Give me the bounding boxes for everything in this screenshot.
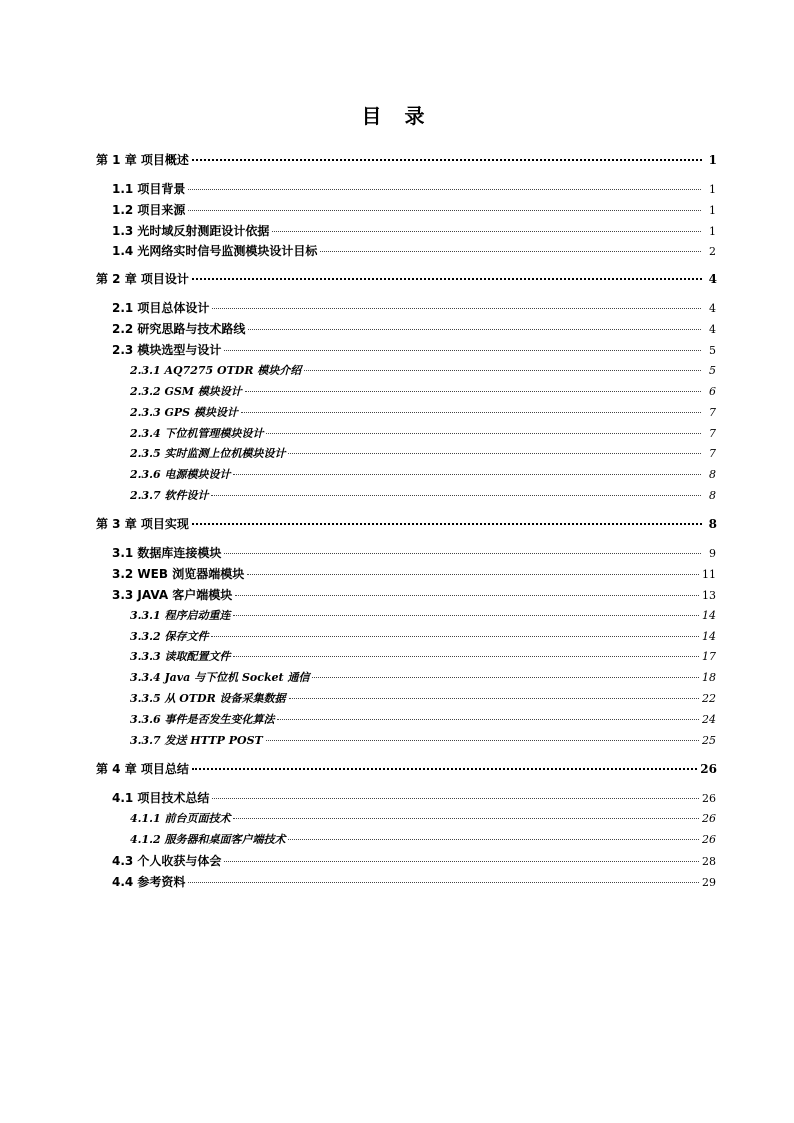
toc-entry-row[interactable] [112, 789, 716, 806]
toc-entry-row[interactable] [112, 299, 716, 316]
toc-page-number: 1 [709, 204, 716, 217]
dot-leader [248, 329, 701, 330]
dot-leader [192, 768, 697, 770]
dot-leader [277, 719, 699, 720]
toc-entry-label: 2.3.4 下位机管理模块设计 [130, 427, 264, 440]
toc-entry-row[interactable] [112, 180, 716, 197]
toc-page-number: 26 [702, 833, 716, 846]
toc-entry-label: 3.3.1 程序启动重连 [130, 609, 231, 622]
toc-entry-label: 3.3.3 读取配置文件 [130, 650, 231, 663]
toc-entry-label: 1.1 项目背景 [112, 182, 186, 196]
dot-leader [224, 861, 699, 862]
toc-entry-row[interactable] [112, 222, 716, 239]
dot-leader [212, 798, 699, 799]
dot-leader [235, 595, 699, 596]
dot-leader [245, 391, 701, 392]
toc-chapter-row[interactable] [96, 270, 717, 287]
toc-entry-row[interactable] [112, 565, 716, 582]
dot-leader [289, 698, 699, 699]
toc-page-number: 5 [709, 344, 716, 357]
toc-entry-row[interactable] [130, 466, 716, 482]
toc-page-number: 14 [702, 630, 716, 643]
toc-entry-label: 3.2 WEB 浏览器端模块 [112, 567, 245, 581]
toc-entry-row[interactable] [112, 242, 716, 259]
toc-entry-row[interactable] [112, 341, 716, 358]
toc-entry-label: 3.3 JAVA 客户端模块 [112, 588, 233, 602]
toc-entry-label: 3.1 数据库连接模块 [112, 546, 222, 560]
dot-leader [212, 308, 701, 309]
dot-leader [312, 677, 699, 678]
toc-page-number: 4 [708, 272, 717, 286]
toc-entry-row[interactable] [130, 607, 716, 623]
toc-page-number: 26 [702, 792, 716, 805]
dot-leader [192, 278, 702, 280]
toc-page-number: 1 [709, 183, 716, 196]
dot-leader [320, 251, 701, 252]
toc-entry-row[interactable] [130, 383, 716, 399]
toc-entry-label: 1.3 光时域反射测距设计依据 [112, 224, 270, 238]
dot-leader [266, 433, 701, 434]
toc-chapter-row[interactable] [96, 151, 717, 168]
toc-entry-label: 2.3.2 GSM 模块设计 [130, 385, 242, 398]
dot-leader [192, 159, 702, 161]
toc-entry-label: 3.3.5 从 OTDR 设备采集数据 [130, 692, 286, 705]
dot-leader [272, 231, 701, 232]
toc-page-number: 24 [702, 713, 716, 726]
toc-entry-row[interactable] [130, 810, 716, 826]
toc-entry-label: 1.4 光网络实时信号监测模块设计目标 [112, 244, 318, 258]
toc-entry-row[interactable] [130, 445, 716, 461]
toc-entry-row[interactable] [130, 628, 716, 644]
toc-entry-label: 2.3.1 AQ7275 OTDR 模块介绍 [130, 364, 302, 377]
toc-page-number: 28 [702, 855, 716, 868]
toc-page-number: 5 [709, 364, 716, 377]
toc-page-number: 14 [702, 609, 716, 622]
toc-page-number: 18 [702, 671, 716, 684]
dot-leader [233, 818, 699, 819]
toc-entry-label: 2.3.5 实时监测上位机模块设计 [130, 447, 286, 460]
toc-page-number: 25 [702, 734, 716, 747]
dot-leader [188, 210, 701, 211]
dot-leader [188, 189, 701, 190]
toc-page-number: 4 [709, 302, 716, 315]
toc-entry-row[interactable] [130, 404, 716, 420]
toc-entry-label: 3.3.2 保存文件 [130, 630, 209, 643]
dot-leader [224, 350, 701, 351]
toc-entry-row[interactable] [130, 711, 716, 727]
toc-page-number: 7 [709, 447, 716, 460]
toc-page-number: 1 [709, 225, 716, 238]
toc-entry-row[interactable] [130, 732, 716, 748]
toc-page-number: 6 [709, 385, 716, 398]
toc-entry-row[interactable] [130, 669, 716, 685]
toc-entry-label: 3.3.6 事件是否发生变化算法 [130, 713, 275, 726]
toc-page-number: 2 [709, 245, 716, 258]
dot-leader [211, 495, 701, 496]
toc-entry-label: 2.2 研究思路与技术路线 [112, 322, 246, 336]
toc-entry-label: 第 1 章 项目概述 [96, 153, 189, 167]
toc-entry-label: 4.1.2 服务器和桌面客户端技术 [130, 833, 286, 846]
dot-leader [192, 523, 702, 525]
dot-leader [288, 839, 699, 840]
toc-chapter-row[interactable] [96, 760, 717, 777]
toc-entry-row[interactable] [112, 544, 716, 561]
dot-leader [241, 412, 701, 413]
toc-page-number: 26 [700, 762, 717, 776]
toc-entry-row[interactable] [130, 648, 716, 664]
toc-entry-label: 4.4 参考资料 [112, 875, 186, 889]
toc-page-number: 8 [708, 517, 717, 531]
toc-entry-label: 3.3.7 发送 HTTP POST [130, 734, 263, 747]
toc-page-number: 7 [709, 427, 716, 440]
toc-page-number: 1 [708, 153, 717, 167]
toc-page-number: 29 [702, 876, 716, 889]
toc-page-number: 4 [709, 323, 716, 336]
toc-entry-row[interactable] [130, 831, 716, 847]
toc-entry-row[interactable] [112, 201, 716, 218]
dot-leader [304, 370, 701, 371]
toc-entry-label: 2.3.3 GPS 模块设计 [130, 406, 238, 419]
toc-entry-label: 2.3 模块选型与设计 [112, 343, 222, 357]
toc-entry-label: 第 3 章 项目实现 [96, 517, 189, 531]
toc-page-number: 9 [709, 547, 716, 560]
dot-leader [211, 636, 699, 637]
dot-leader [233, 474, 701, 475]
dot-leader [233, 615, 699, 616]
toc-entry-row[interactable] [112, 852, 716, 869]
toc-entry-label: 2.3.6 电源模块设计 [130, 468, 231, 481]
toc-entry-label: 第 4 章 项目总结 [96, 762, 189, 776]
toc-page-number: 26 [702, 812, 716, 825]
toc-page-number: 7 [709, 406, 716, 419]
dot-leader [233, 656, 699, 657]
toc-chapter-row[interactable] [96, 515, 717, 532]
toc-title: 目 录 [361, 104, 433, 128]
dot-leader [224, 553, 701, 554]
toc-entry-label: 4.3 个人收获与体会 [112, 854, 222, 868]
toc-page-number: 11 [702, 568, 716, 581]
toc-page-number: 8 [709, 468, 716, 481]
toc-entry-label: 2.1 项目总体设计 [112, 301, 210, 315]
toc-entry-label: 第 2 章 项目设计 [96, 272, 189, 286]
toc-entry-row[interactable] [130, 425, 716, 441]
toc-entry-row[interactable] [130, 690, 716, 706]
toc-entry-label: 3.3.4 Java 与下位机 Socket 通信 [130, 671, 310, 684]
toc-entry-label: 4.1.1 前台页面技术 [130, 812, 231, 825]
toc-entry-row[interactable] [112, 873, 716, 890]
dot-leader [288, 453, 701, 454]
toc-entry-label: 1.2 项目来源 [112, 203, 186, 217]
toc-page-number: 13 [702, 589, 716, 602]
toc-page-number: 17 [702, 650, 716, 663]
toc-entry-row[interactable] [130, 362, 716, 378]
dot-leader [247, 574, 699, 575]
toc-page-number: 8 [709, 489, 716, 502]
toc-entry-label: 4.1 项目技术总结 [112, 791, 210, 805]
dot-leader [266, 740, 699, 741]
toc-entry-row[interactable] [112, 586, 716, 603]
dot-leader [188, 882, 699, 883]
toc-entry-row[interactable] [130, 487, 716, 503]
toc-entry-label: 2.3.7 软件设计 [130, 489, 209, 502]
toc-entry-row[interactable] [112, 320, 716, 337]
toc-page-number: 22 [702, 692, 716, 705]
